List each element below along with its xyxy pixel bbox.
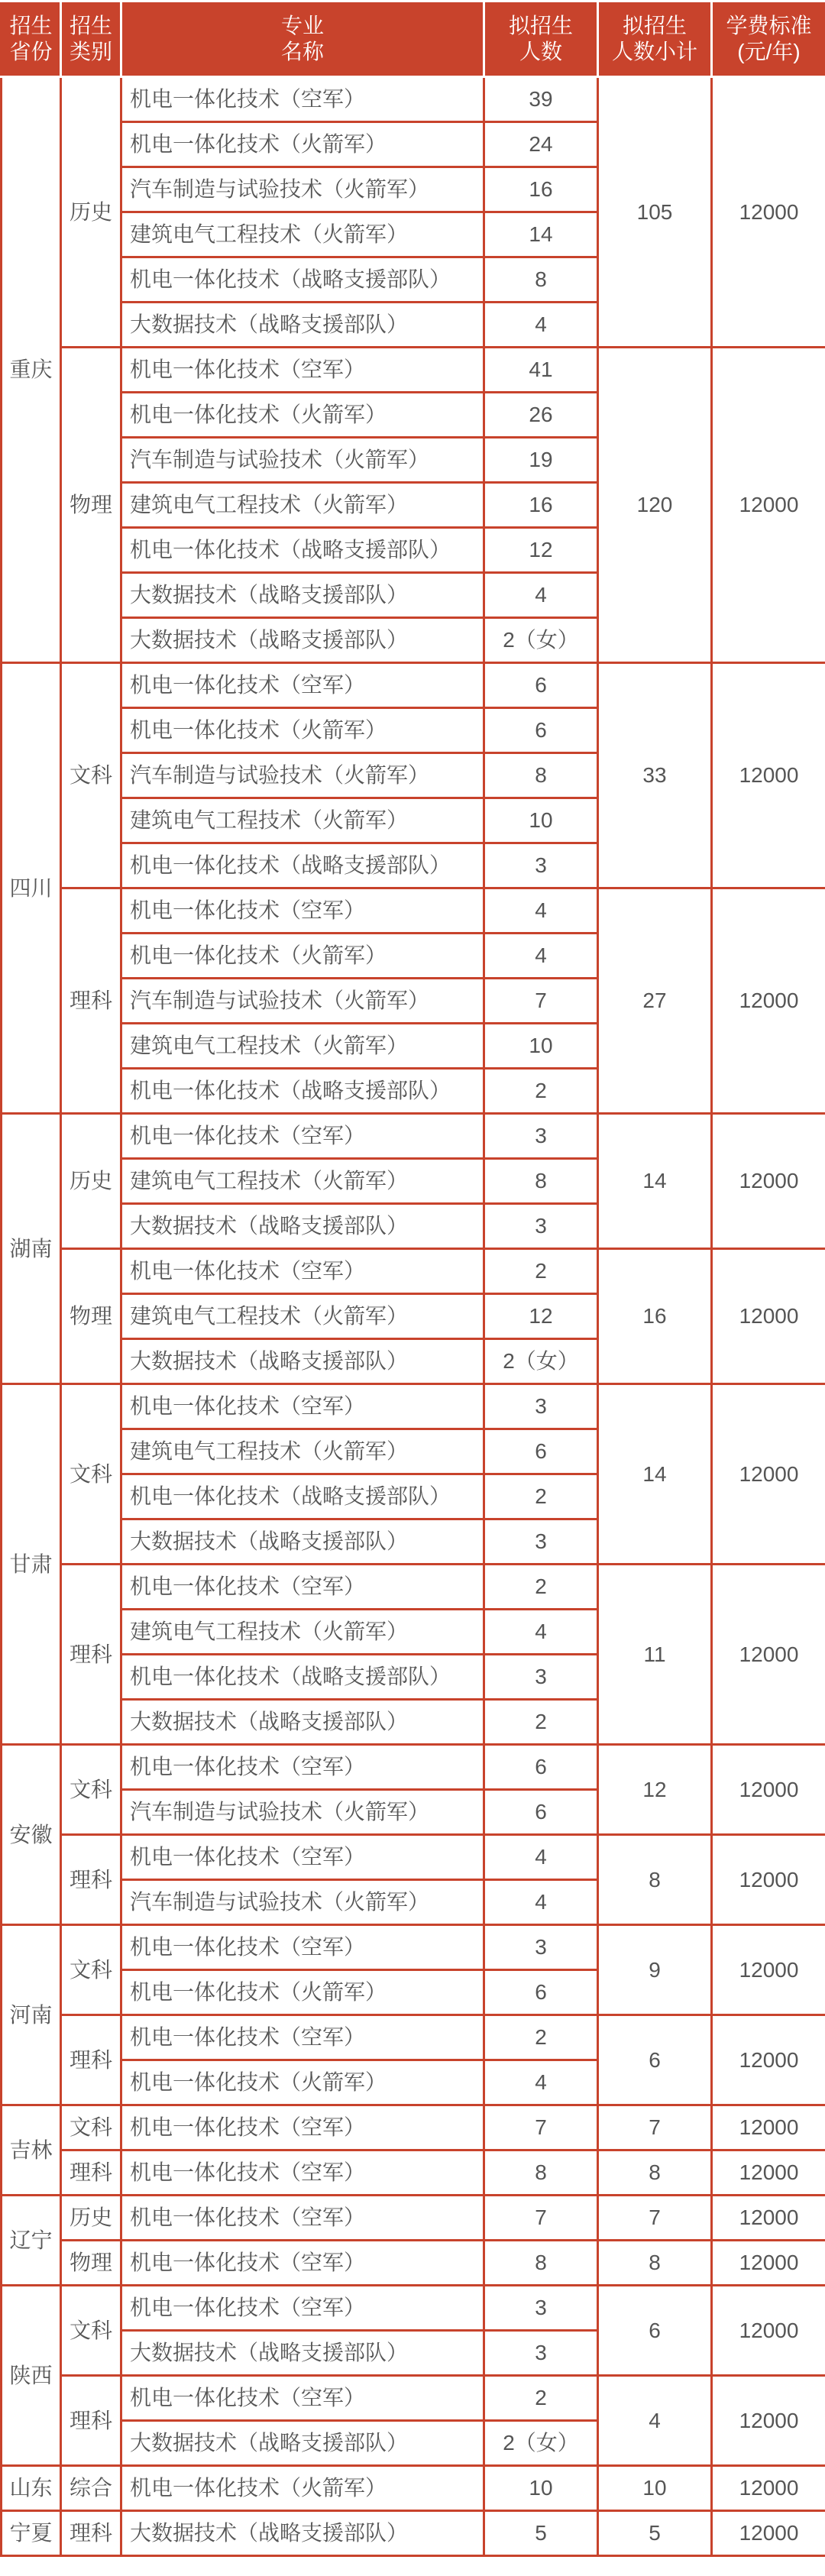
- major-name-cell: 机电一体化技术（空军）: [121, 1745, 484, 1790]
- major-name-cell: 建筑电气工程技术（火箭军）: [121, 798, 484, 843]
- enrollment-count-cell: 5: [484, 2511, 598, 2556]
- enrollment-count-cell: 6: [484, 663, 598, 708]
- subtotal-cell: 10: [598, 2466, 712, 2511]
- header-category: 招生 类别: [61, 2, 121, 77]
- enrollment-count-cell: 7: [484, 2196, 598, 2241]
- enrollment-count-cell: 3: [484, 2286, 598, 2331]
- category-cell: 历史: [61, 2196, 121, 2241]
- tuition-fee-cell: 12000: [712, 1925, 825, 2015]
- table-header-row: [2, 2, 825, 77]
- enrollment-count-cell: 3: [484, 1384, 598, 1429]
- major-name-cell: 大数据技术（战略支援部队）: [121, 2511, 484, 2556]
- subtotal-cell: 16: [598, 1249, 712, 1384]
- major-name-cell: 机电一体化技术（空军）: [121, 77, 484, 122]
- enrollment-count-cell: 4: [484, 934, 598, 979]
- table-row: [2, 2241, 825, 2286]
- tuition-fee-cell: 12000: [712, 2241, 825, 2286]
- subtotal-cell: 14: [598, 1384, 712, 1565]
- enrollment-count-cell: 8: [484, 2150, 598, 2196]
- enrollment-count-cell: 3: [484, 843, 598, 888]
- category-cell: 文科: [61, 1925, 121, 2015]
- header-major: 专业 名称: [121, 2, 484, 77]
- major-name-cell: 建筑电气工程技术（火箭军）: [121, 1159, 484, 1204]
- subtotal-cell: 11: [598, 1565, 712, 1745]
- major-name-cell: 机电一体化技术（空军）: [121, 888, 484, 934]
- category-cell: 物理: [61, 2241, 121, 2286]
- province-cell: 河南: [2, 1925, 61, 2105]
- table-row: [2, 2511, 825, 2556]
- major-name-cell: 建筑电气工程技术（火箭军）: [121, 1024, 484, 1069]
- subtotal-cell: 105: [598, 77, 712, 348]
- enrollment-count-cell: 3: [484, 1925, 598, 1970]
- enrollment-count-cell: 6: [484, 1429, 598, 1474]
- major-name-cell: 大数据技术（战略支援部队）: [121, 2421, 484, 2466]
- major-name-cell: 机电一体化技术（空军）: [121, 1384, 484, 1429]
- major-name-cell: 机电一体化技术（火箭军）: [121, 122, 484, 167]
- tuition-fee-cell: 12000: [712, 1565, 825, 1745]
- category-cell: 文科: [61, 1745, 121, 1835]
- province-cell: 湖南: [2, 1114, 61, 1384]
- category-cell: 历史: [61, 1114, 121, 1249]
- major-name-cell: 汽车制造与试验技术（火箭军）: [121, 438, 484, 483]
- category-cell: 文科: [61, 2286, 121, 2376]
- major-name-cell: 机电一体化技术（空军）: [121, 1249, 484, 1294]
- subtotal-cell: 14: [598, 1114, 712, 1249]
- tuition-fee-cell: 12000: [712, 2466, 825, 2511]
- category-cell: 理科: [61, 2150, 121, 2196]
- major-name-cell: 大数据技术（战略支援部队）: [121, 618, 484, 663]
- enrollment-count-cell: 6: [484, 1970, 598, 2015]
- tuition-fee-cell: 12000: [712, 77, 825, 348]
- enrollment-count-cell: 2: [484, 2376, 598, 2421]
- province-cell: 重庆: [2, 77, 61, 663]
- table-row: [2, 1249, 825, 1294]
- subtotal-cell: 7: [598, 2105, 712, 2150]
- table-row: [2, 2466, 825, 2511]
- major-name-cell: 建筑电气工程技术（火箭军）: [121, 1429, 484, 1474]
- major-name-cell: 机电一体化技术（空军）: [121, 2286, 484, 2331]
- enrollment-count-cell: 2: [484, 1249, 598, 1294]
- category-cell: 理科: [61, 1835, 121, 1925]
- major-name-cell: 大数据技术（战略支援部队）: [121, 1204, 484, 1249]
- enrollment-count-cell: 8: [484, 2241, 598, 2286]
- province-cell: 甘肃: [2, 1384, 61, 1745]
- major-name-cell: 机电一体化技术（空军）: [121, 2150, 484, 2196]
- major-name-cell: 大数据技术（战略支援部队）: [121, 1700, 484, 1745]
- major-name-cell: 机电一体化技术（火箭军）: [121, 2466, 484, 2511]
- enrollment-count-cell: 16: [484, 483, 598, 528]
- enrollment-count-cell: 2（女）: [484, 1339, 598, 1384]
- category-cell: 理科: [61, 2015, 121, 2105]
- tuition-fee-cell: 12000: [712, 1745, 825, 1835]
- tuition-fee-cell: 12000: [712, 2376, 825, 2466]
- category-cell: 文科: [61, 663, 121, 888]
- major-name-cell: 机电一体化技术（空军）: [121, 2241, 484, 2286]
- major-name-cell: 汽车制造与试验技术（火箭军）: [121, 979, 484, 1024]
- province-cell: 宁夏: [2, 2511, 61, 2556]
- enrollment-count-cell: 10: [484, 2466, 598, 2511]
- table-row: [2, 1114, 825, 1159]
- province-cell: 四川: [2, 663, 61, 1114]
- major-name-cell: 汽车制造与试验技术（火箭军）: [121, 753, 484, 798]
- province-cell: 安徽: [2, 1745, 61, 1925]
- major-name-cell: 大数据技术（战略支援部队）: [121, 573, 484, 618]
- province-cell: 山东: [2, 2466, 61, 2511]
- category-cell: 物理: [61, 1249, 121, 1384]
- enrollment-count-cell: 3: [484, 1655, 598, 1700]
- enrollment-count-cell: 12: [484, 528, 598, 573]
- category-cell: 文科: [61, 2105, 121, 2150]
- enrollment-count-cell: 2（女）: [484, 2421, 598, 2466]
- subtotal-cell: 8: [598, 2241, 712, 2286]
- category-cell: 物理: [61, 348, 121, 663]
- subtotal-cell: 6: [598, 2015, 712, 2105]
- enrollment-count-cell: 6: [484, 1790, 598, 1835]
- tuition-fee-cell: 12000: [712, 348, 825, 663]
- table-row: [2, 2376, 825, 2421]
- enrollment-count-cell: 19: [484, 438, 598, 483]
- enrollment-count-cell: 6: [484, 708, 598, 753]
- subtotal-cell: 4: [598, 2376, 712, 2466]
- enrollment-count-cell: 4: [484, 1835, 598, 1880]
- major-name-cell: 机电一体化技术（空军）: [121, 2015, 484, 2060]
- tuition-fee-cell: 12000: [712, 1384, 825, 1565]
- enrollment-count-cell: 4: [484, 888, 598, 934]
- subtotal-cell: 27: [598, 888, 712, 1114]
- tuition-fee-cell: 12000: [712, 2196, 825, 2241]
- header-fee: 学费标准 (元/年): [712, 2, 825, 77]
- major-name-cell: 大数据技术（战略支援部队）: [121, 1519, 484, 1565]
- major-name-cell: 机电一体化技术（火箭军）: [121, 934, 484, 979]
- tuition-fee-cell: 12000: [712, 1249, 825, 1384]
- table-row: [2, 348, 825, 393]
- table-row: [2, 2015, 825, 2060]
- tuition-fee-cell: 12000: [712, 2105, 825, 2150]
- tuition-fee-cell: 12000: [712, 2015, 825, 2105]
- province-cell: 吉林: [2, 2105, 61, 2196]
- tuition-fee-cell: 12000: [712, 2511, 825, 2556]
- subtotal-cell: 8: [598, 2150, 712, 2196]
- major-name-cell: 机电一体化技术（战略支援部队）: [121, 1655, 484, 1700]
- enrollment-count-cell: 8: [484, 753, 598, 798]
- enrollment-count-cell: 2（女）: [484, 618, 598, 663]
- major-name-cell: 机电一体化技术（战略支援部队）: [121, 1069, 484, 1114]
- major-name-cell: 机电一体化技术（空军）: [121, 2376, 484, 2421]
- header-province: 招生 省份: [2, 2, 61, 77]
- enrollment-count-cell: 3: [484, 1204, 598, 1249]
- tuition-fee-cell: 12000: [712, 2150, 825, 2196]
- major-name-cell: 机电一体化技术（空军）: [121, 1925, 484, 1970]
- tuition-fee-cell: 12000: [712, 2286, 825, 2376]
- major-name-cell: 汽车制造与试验技术（火箭军）: [121, 1880, 484, 1925]
- major-name-cell: 机电一体化技术（战略支援部队）: [121, 843, 484, 888]
- enrollment-count-cell: 4: [484, 573, 598, 618]
- tuition-fee-cell: 12000: [712, 663, 825, 888]
- enrollment-count-cell: 2: [484, 1069, 598, 1114]
- enrollment-count-cell: 26: [484, 393, 598, 438]
- table-row: [2, 663, 825, 708]
- enrollment-count-cell: 39: [484, 77, 598, 122]
- major-name-cell: 机电一体化技术（火箭军）: [121, 2060, 484, 2105]
- category-cell: 综合: [61, 2466, 121, 2511]
- subtotal-cell: 8: [598, 1835, 712, 1925]
- table-row: [2, 2105, 825, 2150]
- category-cell: 理科: [61, 2376, 121, 2466]
- major-name-cell: 机电一体化技术（空军）: [121, 1565, 484, 1610]
- enrollment-count-cell: 8: [484, 257, 598, 303]
- subtotal-cell: 9: [598, 1925, 712, 2015]
- subtotal-cell: 12: [598, 1745, 712, 1835]
- enrollment-count-cell: 2: [484, 1565, 598, 1610]
- table-row: [2, 1925, 825, 1970]
- enrollment-count-cell: 3: [484, 2331, 598, 2376]
- major-name-cell: 大数据技术（战略支援部队）: [121, 303, 484, 348]
- province-cell: 辽宁: [2, 2196, 61, 2286]
- enrollment-count-cell: 3: [484, 1519, 598, 1565]
- enrollment-count-cell: 4: [484, 303, 598, 348]
- major-name-cell: 建筑电气工程技术（火箭军）: [121, 1610, 484, 1655]
- category-cell: 文科: [61, 1384, 121, 1565]
- enrollment-count-cell: 6: [484, 1745, 598, 1790]
- table-row: [2, 1745, 825, 1790]
- table-row: [2, 77, 825, 122]
- enrollment-count-cell: 24: [484, 122, 598, 167]
- table-row: [2, 2150, 825, 2196]
- major-name-cell: 机电一体化技术（空军）: [121, 2196, 484, 2241]
- table-row: [2, 2196, 825, 2241]
- major-name-cell: 机电一体化技术（空军）: [121, 663, 484, 708]
- major-name-cell: 机电一体化技术（空军）: [121, 1835, 484, 1880]
- major-name-cell: 汽车制造与试验技术（火箭军）: [121, 167, 484, 212]
- subtotal-cell: 6: [598, 2286, 712, 2376]
- subtotal-cell: 7: [598, 2196, 712, 2241]
- category-cell: 理科: [61, 1565, 121, 1745]
- tuition-fee-cell: 12000: [712, 1114, 825, 1249]
- table-row: [2, 1384, 825, 1429]
- enrollment-count-cell: 4: [484, 1880, 598, 1925]
- major-name-cell: 大数据技术（战略支援部队）: [121, 1339, 484, 1384]
- enrollment-count-cell: 10: [484, 1024, 598, 1069]
- enrollment-count-cell: 12: [484, 1294, 598, 1339]
- major-name-cell: 机电一体化技术（战略支援部队）: [121, 528, 484, 573]
- major-name-cell: 建筑电气工程技术（火箭军）: [121, 212, 484, 257]
- major-name-cell: 机电一体化技术（空军）: [121, 348, 484, 393]
- enrollment-count-cell: 4: [484, 2060, 598, 2105]
- enrollment-count-cell: 3: [484, 1114, 598, 1159]
- major-name-cell: 建筑电气工程技术（火箭军）: [121, 1294, 484, 1339]
- enrollment-count-cell: 7: [484, 2105, 598, 2150]
- major-name-cell: 机电一体化技术（火箭军）: [121, 393, 484, 438]
- table-row: [2, 1835, 825, 1880]
- major-name-cell: 汽车制造与试验技术（火箭军）: [121, 1790, 484, 1835]
- major-name-cell: 机电一体化技术（战略支援部队）: [121, 1474, 484, 1519]
- table-body: [2, 77, 825, 2556]
- enrollment-count-cell: 8: [484, 1159, 598, 1204]
- major-name-cell: 机电一体化技术（战略支援部队）: [121, 257, 484, 303]
- major-name-cell: 大数据技术（战略支援部队）: [121, 2331, 484, 2376]
- enrollment-count-cell: 14: [484, 212, 598, 257]
- tuition-fee-cell: 12000: [712, 1835, 825, 1925]
- header-count: 拟招生 人数: [484, 2, 598, 77]
- enrollment-count-cell: 16: [484, 167, 598, 212]
- subtotal-cell: 120: [598, 348, 712, 663]
- enrollment-count-cell: 7: [484, 979, 598, 1024]
- major-name-cell: 机电一体化技术（火箭军）: [121, 1970, 484, 2015]
- subtotal-cell: 5: [598, 2511, 712, 2556]
- enrollment-count-cell: 2: [484, 2015, 598, 2060]
- subtotal-cell: 33: [598, 663, 712, 888]
- major-name-cell: 机电一体化技术（空军）: [121, 2105, 484, 2150]
- enrollment-count-cell: 4: [484, 1610, 598, 1655]
- enrollment-count-cell: 2: [484, 1474, 598, 1519]
- major-name-cell: 机电一体化技术（火箭军）: [121, 708, 484, 753]
- category-cell: 理科: [61, 2511, 121, 2556]
- major-name-cell: 机电一体化技术（空军）: [121, 1114, 484, 1159]
- table-row: [2, 1565, 825, 1610]
- enrollment-count-cell: 41: [484, 348, 598, 393]
- table-row: [2, 2286, 825, 2331]
- header-subtotal: 拟招生 人数小计: [598, 2, 712, 77]
- province-cell: 陕西: [2, 2286, 61, 2466]
- enrollment-count-cell: 10: [484, 798, 598, 843]
- enrollment-count-cell: 2: [484, 1700, 598, 1745]
- table-row: [2, 888, 825, 934]
- tuition-fee-cell: 12000: [712, 888, 825, 1114]
- major-name-cell: 建筑电气工程技术（火箭军）: [121, 483, 484, 528]
- category-cell: 理科: [61, 888, 121, 1114]
- category-cell: 历史: [61, 77, 121, 348]
